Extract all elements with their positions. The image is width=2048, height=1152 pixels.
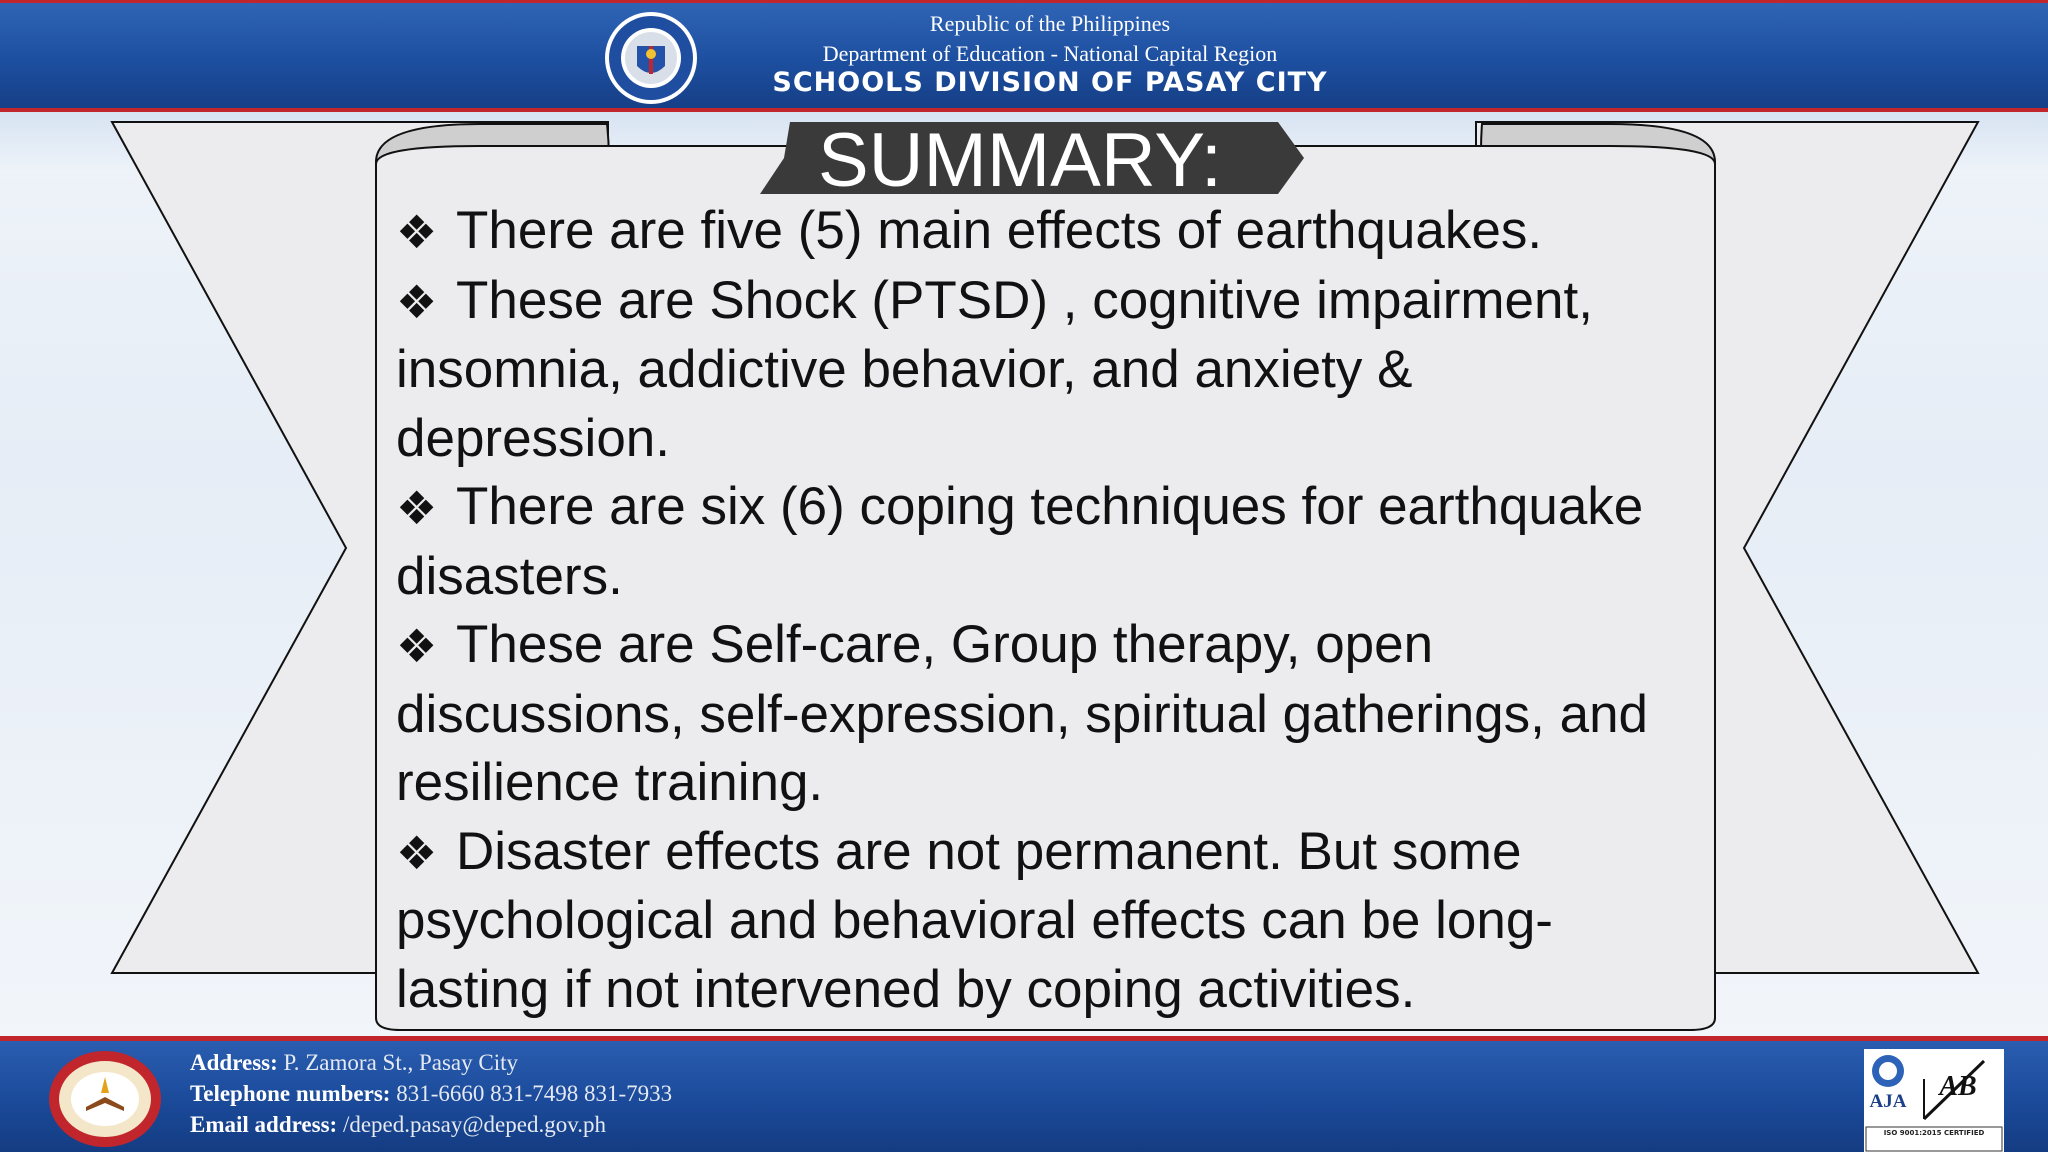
summary-bullet-5: ❖ Disaster effects are not permanent. But some psychological and behavioral effects can be long-lasting if not intervened by coping activities. [396, 818, 1696, 1025]
summary-list [396, 197, 1696, 1024]
summary-bullet-3: ❖ There are six (6) coping techniques for earthquake disasters. [396, 473, 1696, 611]
header-line-division: SCHOOLS DIVISION OF PASAY CITY [772, 67, 1328, 98]
diamond-bullet-icon: ❖ [396, 619, 438, 673]
footer-telephone: Telephone numbers: 831-6660 831-7498 831-7933 [190, 1081, 673, 1106]
cert-iso-label: ISO 9001:2015 CERTIFIED [1883, 1129, 1985, 1137]
footer-bar [0, 1036, 2048, 1152]
cert-aja-label: AJA [1869, 1091, 1907, 1112]
slide-title: SUMMARY: [817, 118, 1222, 203]
footer-email: Email address: /deped.pasay@deped.gov.ph [190, 1112, 606, 1137]
deped-emblem-icon [46, 1049, 164, 1149]
summary-bullet-1: ❖ There are five (5) main effects of earthquakes. [396, 197, 1696, 267]
diamond-bullet-icon: ❖ [396, 205, 438, 259]
header-line-department: Department of Education - National Capital Region [822, 41, 1278, 66]
diamond-bullet-icon: ❖ [396, 274, 438, 329]
header-line-republic: Republic of the Philippines [929, 11, 1171, 36]
footer-address: Address: P. Zamora St., Pasay City [190, 1050, 518, 1075]
summary-bullet-4: ❖ These are Self-care, Group therapy, open discussions, self-expression, spiritual gatherings, and resilience training. [396, 611, 1696, 818]
iso-certification-badge [1864, 1049, 2004, 1152]
cert-ab-label: AB [1939, 1071, 1977, 1102]
diamond-bullet-icon: ❖ [396, 481, 438, 535]
diamond-bullet-icon: ❖ [396, 825, 438, 880]
summary-bullet-2: ❖ These are Shock (PTSD) , cognitive impairment, insomnia, addictive behavior, and anxiety & depression. [396, 267, 1696, 474]
